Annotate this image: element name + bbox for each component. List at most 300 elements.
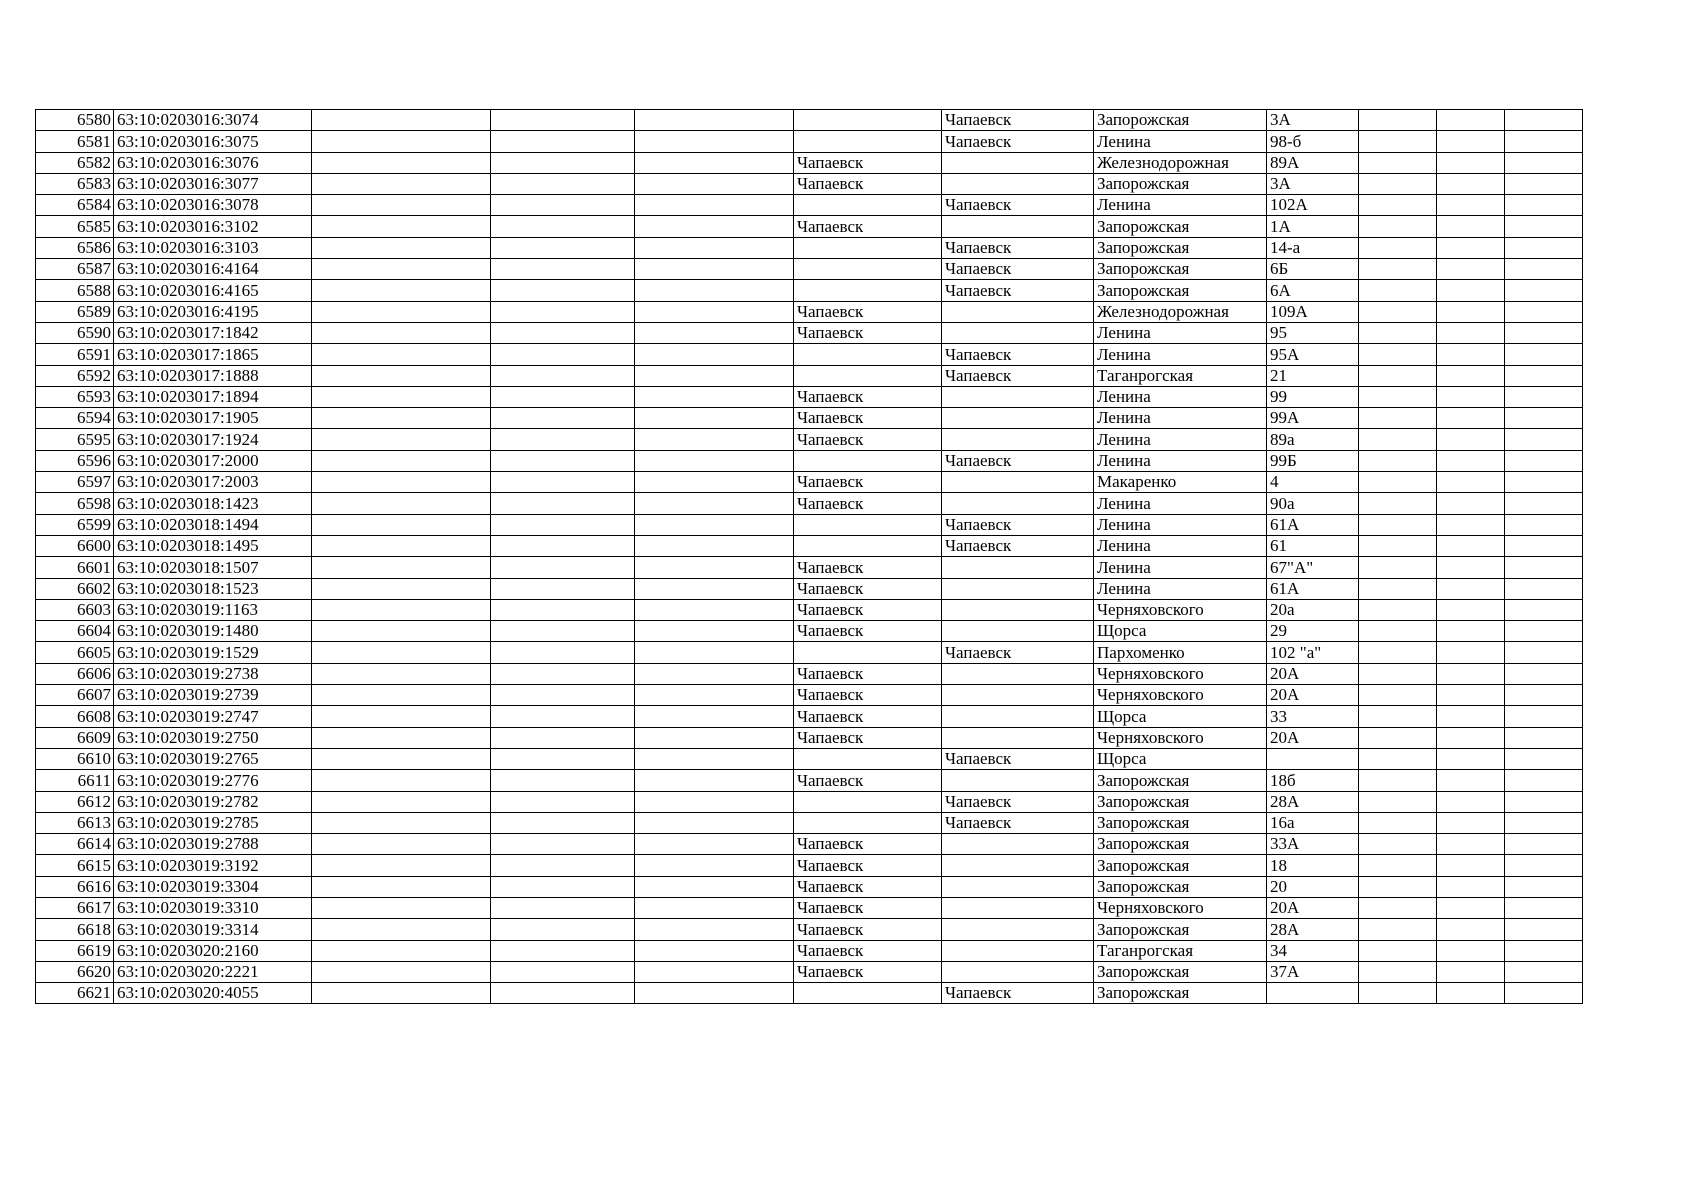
empty-cell [312,237,491,258]
table-row [36,876,1583,897]
table-row [36,152,1583,173]
empty-cell [1359,642,1437,663]
empty-cell [491,535,635,556]
row-number-cell: 6606 [36,663,114,684]
empty-cell [1505,472,1583,493]
street-cell: Ленина [1094,514,1267,535]
empty-cell [312,599,491,620]
table-row [36,408,1583,429]
street-cell: Запорожская [1094,110,1267,131]
city-cell: Чапаевск [942,791,1094,812]
city-cell: Чапаевск [942,514,1094,535]
street-cell: Запорожская [1094,259,1267,280]
empty-cell [1505,493,1583,514]
city-cell [942,472,1094,493]
empty-cell [1505,408,1583,429]
table-row [36,770,1583,791]
row-number-cell: 6615 [36,855,114,876]
empty-cell [312,834,491,855]
empty-cell [1359,876,1437,897]
cadastral-number-cell: 63:10:0203017:1905 [114,408,312,429]
row-number-cell: 6594 [36,408,114,429]
cadastral-number-cell: 63:10:0203017:1924 [114,429,312,450]
row-number-cell: 6584 [36,195,114,216]
city-cell [942,940,1094,961]
empty-cell [1359,344,1437,365]
empty-cell [1505,685,1583,706]
empty-cell [635,940,794,961]
empty-cell [312,429,491,450]
empty-cell [635,280,794,301]
empty-cell [491,110,635,131]
empty-cell [491,897,635,918]
empty-cell [635,365,794,386]
empty-cell [1437,940,1505,961]
row-number-cell: 6617 [36,897,114,918]
empty-cell [1359,259,1437,280]
house-cell: 18б [1267,770,1359,791]
table-row [36,386,1583,407]
street-cell: Запорожская [1094,919,1267,940]
empty-cell [312,493,491,514]
empty-cell [1505,599,1583,620]
empty-cell [312,791,491,812]
cadastral-number-cell: 63:10:0203018:1494 [114,514,312,535]
empty-cell [1359,131,1437,152]
house-cell: 61А [1267,578,1359,599]
city-cell: Чапаевск [942,344,1094,365]
house-cell: 102А [1267,195,1359,216]
empty-cell [1505,386,1583,407]
city-cell [942,599,1094,620]
empty-cell [312,110,491,131]
empty-cell [635,301,794,322]
table-row [36,961,1583,982]
locality-cell: Чапаевск [794,663,942,684]
row-number-cell: 6591 [36,344,114,365]
street-cell: Ленина [1094,322,1267,343]
cadastral-number-cell: 63:10:0203020:2221 [114,961,312,982]
table-row [36,791,1583,812]
table-row [36,322,1583,343]
street-cell: Пархоменко [1094,642,1267,663]
row-number-cell: 6608 [36,706,114,727]
empty-cell [312,919,491,940]
empty-cell [1437,152,1505,173]
city-cell [942,429,1094,450]
empty-cell [491,621,635,642]
row-number-cell: 6601 [36,557,114,578]
house-cell: 28А [1267,919,1359,940]
cadastral-number-cell: 63:10:0203019:2739 [114,685,312,706]
street-cell: Черняховского [1094,599,1267,620]
empty-cell [1437,195,1505,216]
empty-cell [1437,706,1505,727]
empty-cell [1505,855,1583,876]
house-cell: 20 [1267,876,1359,897]
cadastral-number-cell: 63:10:0203019:2765 [114,748,312,769]
house-cell: 89а [1267,429,1359,450]
empty-cell [635,706,794,727]
empty-cell [1359,770,1437,791]
locality-cell: Чапаевск [794,152,942,173]
locality-cell: Чапаевск [794,472,942,493]
city-cell [942,408,1094,429]
empty-cell [635,557,794,578]
cadastral-number-cell: 63:10:0203019:2738 [114,663,312,684]
locality-cell: Чапаевск [794,770,942,791]
empty-cell [635,642,794,663]
table-row [36,131,1583,152]
empty-cell [312,152,491,173]
locality-cell: Чапаевск [794,876,942,897]
city-cell [942,834,1094,855]
table-row [36,557,1583,578]
empty-cell [312,365,491,386]
empty-cell [1505,940,1583,961]
empty-cell [1359,173,1437,194]
cadastral-number-cell: 63:10:0203019:1163 [114,599,312,620]
row-number-cell: 6607 [36,685,114,706]
cadastral-number-cell: 63:10:0203019:2788 [114,834,312,855]
row-number-cell: 6613 [36,812,114,833]
table-row [36,344,1583,365]
house-cell: 99Б [1267,450,1359,471]
city-cell [942,493,1094,514]
empty-cell [635,195,794,216]
empty-cell [312,386,491,407]
house-cell: 3А [1267,173,1359,194]
house-cell [1267,983,1359,1004]
row-number-cell: 6586 [36,237,114,258]
city-cell: Чапаевск [942,450,1094,471]
house-cell: 20А [1267,663,1359,684]
empty-cell [1437,961,1505,982]
street-cell: Макаренко [1094,472,1267,493]
house-cell: 34 [1267,940,1359,961]
house-cell: 21 [1267,365,1359,386]
empty-cell [1437,365,1505,386]
house-cell: 61А [1267,514,1359,535]
empty-cell [1359,450,1437,471]
empty-cell [1505,535,1583,556]
table-row [36,919,1583,940]
house-cell: 109А [1267,301,1359,322]
locality-cell: Чапаевск [794,961,942,982]
cadastral-number-cell: 63:10:0203017:1894 [114,386,312,407]
empty-cell [1359,472,1437,493]
empty-cell [635,727,794,748]
empty-cell [312,642,491,663]
table-row [36,429,1583,450]
empty-cell [491,919,635,940]
empty-cell [1437,450,1505,471]
house-cell: 37А [1267,961,1359,982]
city-cell [942,301,1094,322]
city-cell: Чапаевск [942,983,1094,1004]
empty-cell [1359,429,1437,450]
street-cell: Черняховского [1094,663,1267,684]
empty-cell [635,131,794,152]
locality-cell [794,983,942,1004]
empty-cell [1505,365,1583,386]
table-row [36,621,1583,642]
cadastral-number-cell: 63:10:0203016:3074 [114,110,312,131]
city-cell: Чапаевск [942,365,1094,386]
empty-cell [312,322,491,343]
street-cell: Ленина [1094,557,1267,578]
cadastral-number-cell: 63:10:0203017:1842 [114,322,312,343]
locality-cell [794,195,942,216]
table-row [36,599,1583,620]
empty-cell [1505,173,1583,194]
empty-cell [491,344,635,365]
empty-cell [1505,642,1583,663]
locality-cell: Чапаевск [794,173,942,194]
city-cell [942,152,1094,173]
empty-cell [1437,386,1505,407]
empty-cell [491,770,635,791]
row-number-cell: 6619 [36,940,114,961]
row-number-cell: 6590 [36,322,114,343]
house-cell: 18 [1267,855,1359,876]
empty-cell [1437,876,1505,897]
street-cell: Ленина [1094,429,1267,450]
row-number-cell: 6604 [36,621,114,642]
table-body [36,110,1583,1004]
empty-cell [312,940,491,961]
street-cell: Запорожская [1094,983,1267,1004]
street-cell: Таганрогская [1094,940,1267,961]
empty-cell [491,408,635,429]
table-row [36,834,1583,855]
row-number-cell: 6588 [36,280,114,301]
empty-cell [1505,557,1583,578]
empty-cell [1505,663,1583,684]
empty-cell [312,876,491,897]
empty-cell [1359,621,1437,642]
empty-cell [635,216,794,237]
house-cell: 99 [1267,386,1359,407]
empty-cell [312,173,491,194]
cadastral-number-cell: 63:10:0203019:1529 [114,642,312,663]
cadastral-number-cell: 63:10:0203020:2160 [114,940,312,961]
city-cell: Чапаевск [942,110,1094,131]
locality-cell: Чапаевск [794,855,942,876]
house-cell: 20А [1267,727,1359,748]
table-row [36,514,1583,535]
empty-cell [1359,152,1437,173]
row-number-cell: 6605 [36,642,114,663]
cadastral-number-cell: 63:10:0203019:2776 [114,770,312,791]
locality-cell: Чапаевск [794,322,942,343]
empty-cell [635,493,794,514]
locality-cell: Чапаевск [794,408,942,429]
street-cell: Запорожская [1094,770,1267,791]
empty-cell [1359,897,1437,918]
street-cell: Запорожская [1094,237,1267,258]
empty-cell [635,983,794,1004]
empty-cell [491,876,635,897]
empty-cell [312,727,491,748]
empty-cell [1505,919,1583,940]
city-cell: Чапаевск [942,195,1094,216]
row-number-cell: 6620 [36,961,114,982]
empty-cell [491,685,635,706]
empty-cell [635,685,794,706]
empty-cell [635,897,794,918]
empty-cell [491,280,635,301]
street-cell: Запорожская [1094,961,1267,982]
empty-cell [635,599,794,620]
empty-cell [1359,599,1437,620]
row-number-cell: 6589 [36,301,114,322]
cadastral-number-cell: 63:10:0203020:4055 [114,983,312,1004]
empty-cell [1505,259,1583,280]
empty-cell [491,642,635,663]
empty-cell [1359,706,1437,727]
city-cell: Чапаевск [942,131,1094,152]
table-row [36,237,1583,258]
empty-cell [1505,897,1583,918]
empty-cell [312,514,491,535]
empty-cell [491,173,635,194]
locality-cell: Чапаевск [794,834,942,855]
empty-cell [635,110,794,131]
empty-cell [1437,131,1505,152]
empty-cell [635,429,794,450]
empty-cell [312,472,491,493]
empty-cell [491,195,635,216]
row-number-cell: 6614 [36,834,114,855]
empty-cell [635,812,794,833]
house-cell: 16а [1267,812,1359,833]
locality-cell [794,514,942,535]
row-number-cell: 6598 [36,493,114,514]
empty-cell [312,685,491,706]
empty-cell [1505,748,1583,769]
street-cell: Ленина [1094,131,1267,152]
city-cell: Чапаевск [942,237,1094,258]
locality-cell: Чапаевск [794,216,942,237]
locality-cell: Чапаевск [794,621,942,642]
city-cell [942,706,1094,727]
empty-cell [1505,195,1583,216]
city-cell [942,770,1094,791]
empty-cell [491,472,635,493]
empty-cell [1505,514,1583,535]
cadastral-number-cell: 63:10:0203019:2785 [114,812,312,833]
cadastral-number-cell: 63:10:0203016:4195 [114,301,312,322]
row-number-cell: 6587 [36,259,114,280]
city-cell [942,961,1094,982]
empty-cell [491,322,635,343]
city-cell [942,727,1094,748]
empty-cell [312,770,491,791]
locality-cell: Чапаевск [794,706,942,727]
locality-cell: Чапаевск [794,557,942,578]
empty-cell [491,514,635,535]
empty-cell [635,791,794,812]
empty-cell [635,514,794,535]
empty-cell [635,919,794,940]
cadastral-number-cell: 63:10:0203016:3075 [114,131,312,152]
empty-cell [491,812,635,833]
empty-cell [1359,855,1437,876]
table-row [36,472,1583,493]
street-cell: Железнодорожная [1094,152,1267,173]
empty-cell [1359,386,1437,407]
city-cell: Чапаевск [942,642,1094,663]
table-row [36,301,1583,322]
street-cell: Черняховского [1094,897,1267,918]
empty-cell [491,599,635,620]
street-cell: Запорожская [1094,812,1267,833]
locality-cell: Чапаевск [794,897,942,918]
row-number-cell: 6600 [36,535,114,556]
city-cell [942,322,1094,343]
empty-cell [312,408,491,429]
house-cell: 3А [1267,110,1359,131]
empty-cell [635,834,794,855]
locality-cell: Чапаевск [794,386,942,407]
table-row [36,855,1583,876]
cadastral-number-cell: 63:10:0203016:4164 [114,259,312,280]
locality-cell: Чапаевск [794,493,942,514]
empty-cell [1437,578,1505,599]
row-number-cell: 6599 [36,514,114,535]
table-row [36,706,1583,727]
locality-cell [794,237,942,258]
empty-cell [1359,685,1437,706]
empty-cell [1505,621,1583,642]
empty-cell [1359,791,1437,812]
data-table [35,109,1583,1004]
house-cell: 20А [1267,897,1359,918]
empty-cell [312,855,491,876]
empty-cell [1505,876,1583,897]
empty-cell [312,344,491,365]
street-cell: Таганрогская [1094,365,1267,386]
empty-cell [312,706,491,727]
house-cell: 14-а [1267,237,1359,258]
table-row [36,280,1583,301]
row-number-cell: 6611 [36,770,114,791]
empty-cell [491,940,635,961]
empty-cell [491,450,635,471]
empty-cell [1359,493,1437,514]
row-number-cell: 6603 [36,599,114,620]
empty-cell [635,770,794,791]
city-cell: Чапаевск [942,535,1094,556]
city-cell [942,855,1094,876]
locality-cell [794,450,942,471]
house-cell: 29 [1267,621,1359,642]
empty-cell [1505,983,1583,1004]
table-row [36,195,1583,216]
empty-cell [635,472,794,493]
city-cell: Чапаевск [942,259,1094,280]
empty-cell [1437,110,1505,131]
empty-cell [491,152,635,173]
empty-cell [1359,535,1437,556]
house-cell: 33 [1267,706,1359,727]
street-cell: Железнодорожная [1094,301,1267,322]
locality-cell: Чапаевск [794,429,942,450]
empty-cell [1505,110,1583,131]
empty-cell [1437,770,1505,791]
empty-cell [491,429,635,450]
